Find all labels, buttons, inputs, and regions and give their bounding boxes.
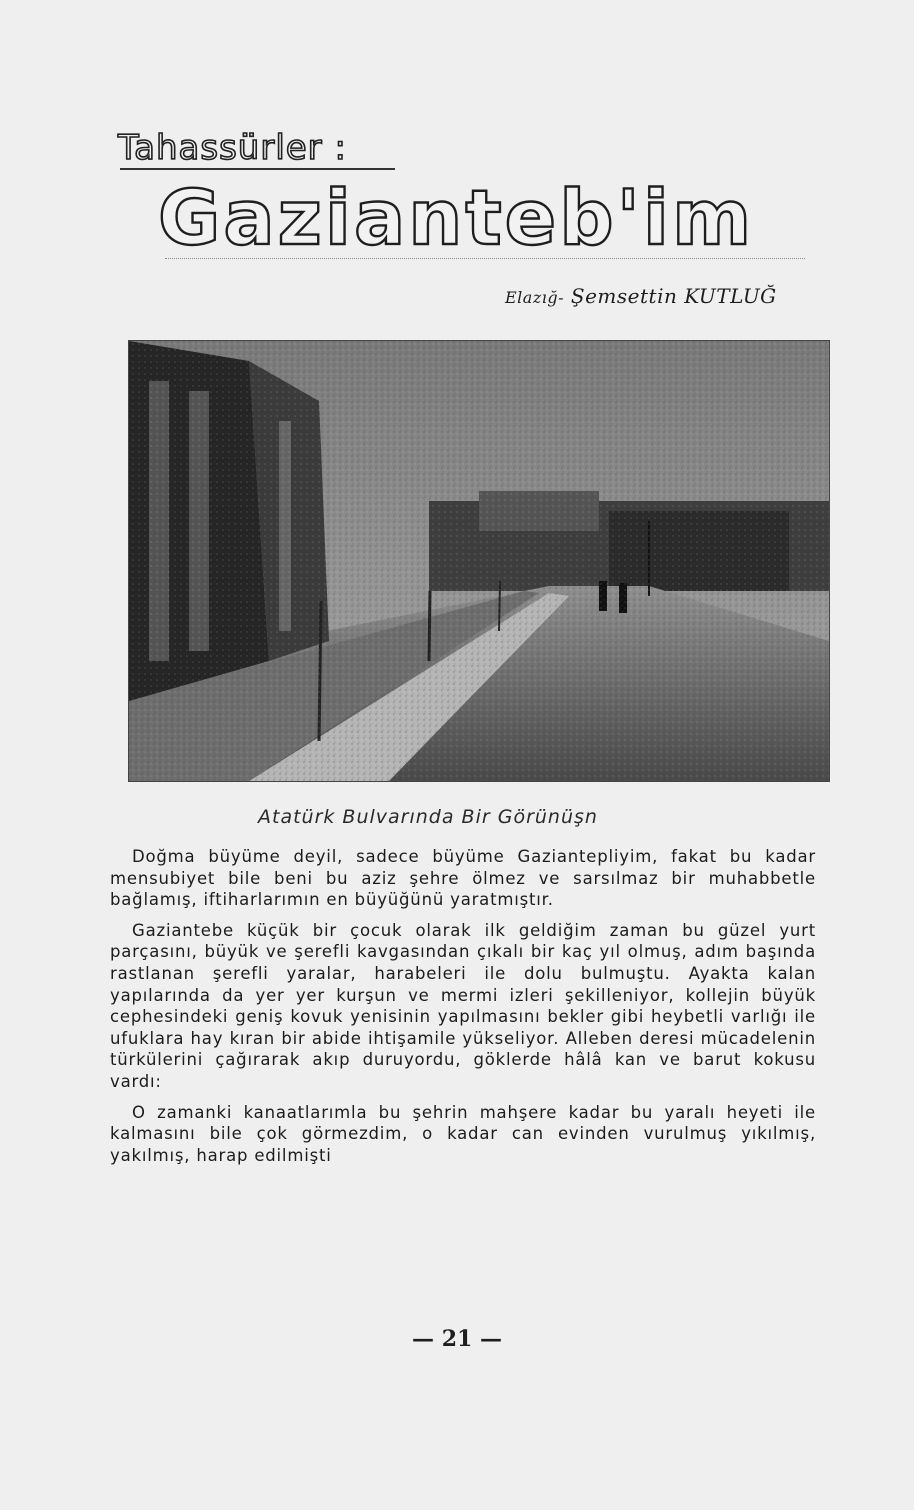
author-byline — [505, 284, 777, 308]
title-rule — [165, 258, 805, 259]
section-label: Tahassürler : — [118, 128, 347, 168]
street-photo — [128, 340, 830, 782]
author-name: Şemsettin KUTLUĞ — [570, 284, 777, 308]
paragraph: O zamanki kanaatlarımla bu şehrin mahşere kadar bu yaralı heyeti ile kalmasını bile çok görmezdim, o kadar can evinden vurulmuş yıkılmış, yakılmış, harap edilmişti — [110, 1102, 816, 1165]
article-title: Gazianteb'im — [158, 173, 755, 262]
paragraph: Gaziantebe küçük bir çocuk olarak ilk geldiğim zaman bu güzel yurt parçasını, büyük ve şerefli kavgasından çıkalı bir kaç yıl olmuş, adım başında rastlanan şerefli yaralar, harabeleri ile dolu bulmuştu. Ayakta kalan yapılarında da yer yer kurşun ve mermi izleri şekilleniyor, kollejin büyük cephesindeki geniş kovuk yenisinin yapılmasını bekler gibi heybetli varlığı ile ufuklara hay kıran bir abide ihtişamile yükseliyor. Alleben deresi mücadelenin türkülerini çağırarak akıp duruyordu, göklerde hâlâ kan ve barut kokusu vardı: — [110, 920, 816, 1091]
photo-caption: Atatürk Bulvarında Bir Görünüşn — [258, 806, 598, 828]
article-body — [110, 846, 816, 1175]
paragraph: Doğma büyüme deyil, sadece büyüme Gaziantepliyim, fakat bu kadar mensubiyet bile beni bu aziz şehre ölmez ve sarsılmaz bir muhabbetle bağlamış, iftiharlarımın en büyüğünü yaratmıştır. — [110, 847, 816, 910]
section-underline — [120, 168, 395, 170]
author-city: Elazığ- — [505, 288, 565, 307]
page-number: — 21 — — [412, 1326, 502, 1352]
boulevard-photo-illustration — [129, 341, 829, 781]
